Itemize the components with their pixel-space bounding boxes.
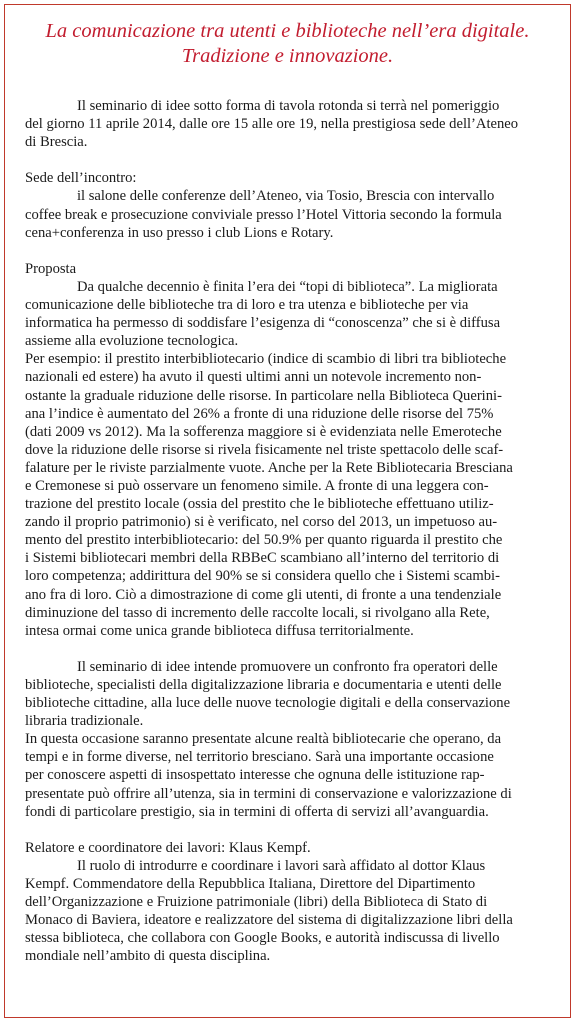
paragraph-gap bbox=[25, 242, 556, 260]
text-line: libraria tradizionale. bbox=[25, 713, 144, 730]
title-line-1: La comunicazione tra utenti e biblioteche nell’era digitale. bbox=[45, 20, 530, 42]
paragraph-gap bbox=[25, 640, 556, 658]
text-line: il salone delle conferenze dell’Ateneo, via Tosio, Brescia con intervallo bbox=[77, 188, 495, 205]
text-line: Proposta bbox=[25, 260, 77, 277]
text-line: informatica ha permesso di soddisfare l’esigenza di “conoscenza” che si è diffusa bbox=[25, 315, 501, 332]
document-title bbox=[15, 19, 560, 69]
text-line: trazione del prestito locale (ossia del prestito che le biblioteche effettuano utiliz- bbox=[25, 496, 494, 513]
text-line: ana l’indice è aumentato del 26% a fronte di una riduzione delle risorse del 75% bbox=[25, 405, 494, 422]
text-line: Da qualche decennio è finita l’era dei “topi di biblioteca”. La migliorata bbox=[77, 278, 498, 295]
paragraph-relatore bbox=[25, 839, 556, 966]
title-line-2: Tradizione e innovazione. bbox=[181, 45, 394, 67]
text-line: diminuzione del tasso di incremento delle raccolte locali, si rivolgano alla Rete, bbox=[25, 604, 490, 621]
text-line: Il ruolo di introdurre e coordinare i lavori sarà affidato al dottor Klaus bbox=[77, 857, 486, 874]
text-line: fondi di particolare prestigio, sia in termini di offerta di servizi all’avanguardia. bbox=[25, 803, 489, 820]
paragraph-proposta bbox=[25, 260, 556, 640]
text-line: ano fra di loro. Ciò a dimostrazione di come gli utenti, di fronte a una tendenziale bbox=[25, 586, 502, 603]
paragraph-seminario bbox=[25, 658, 556, 821]
text-line: assieme alla evoluzione tecnologica. bbox=[25, 333, 239, 350]
text-line: zando il proprio patrimonio) si è verificato, nel corso del 2013, un impetuoso au- bbox=[25, 514, 498, 531]
text-line: comunicazione delle biblioteche tra di loro e tra utenza e biblioteche per via bbox=[25, 297, 469, 314]
text-line: stessa biblioteca, che collabora con Google Books, e autorità indiscussa di livello bbox=[25, 930, 500, 947]
text-line: Monaco di Baviera, ideatore e realizzatore del sistema di digitalizzazione libri della bbox=[25, 912, 513, 929]
text-line: Kempf. Commendatore della Repubblica Italiana, Direttore del Dipartimento bbox=[25, 876, 476, 893]
text-line: loro competenza; addirittura del 90% se si considera quello che i Sistemi scambi- bbox=[25, 568, 500, 585]
paragraph-gap bbox=[25, 151, 556, 169]
text-line: intesa ormai come unica grande biblioteca diffusa territorialmente. bbox=[25, 622, 414, 639]
text-line: presentate può offrire all’utenza, sia in termini di conservazione e valorizzazione di bbox=[25, 785, 512, 802]
text-line: i Sistemi bibliotecari membri della RBBeC scambiano all’interno del territorio di bbox=[25, 550, 500, 567]
text-line: biblioteche, specialisti della digitalizzazione libraria e documentaria e utenti delle bbox=[25, 677, 502, 693]
text-line: Il seminario di idee intende promuovere un confronto fra operatori delle bbox=[77, 658, 498, 675]
paragraph-gap bbox=[25, 821, 556, 839]
text-line: biblioteche cittadine, alla luce delle nuove tecnologie digitali e della conservazione bbox=[25, 695, 511, 712]
text-line: tempi e in forme diverse, nel territorio bresciano. Sarà una importante occasione bbox=[25, 749, 494, 766]
text-line: di Brescia. bbox=[25, 134, 88, 151]
text-line: per conoscere aspetti di insospettato interesse che ognuna delle istituzione rap- bbox=[25, 767, 485, 784]
document-frame bbox=[4, 4, 571, 1018]
text-line: dove la riduzione delle risorse si rivela fisicamente nel triste spettacolo delle scaf- bbox=[25, 441, 504, 458]
text-line: mento del prestito interbibliotecario: del 50.9% per quanto riguarda il prestito che bbox=[25, 532, 503, 549]
paragraph-intro bbox=[25, 97, 556, 151]
text-line: cena+conferenza in uso presso i club Lions e Rotary. bbox=[25, 224, 334, 241]
text-line: e Cremonese si può osservare un fenomeno simile. A fronte di una leggera con- bbox=[25, 477, 489, 494]
paragraph-sede bbox=[25, 169, 556, 241]
text-line: del giorno 11 aprile 2014, dalle ore 15 alle ore 19, nella prestigiosa sede dell’Ateneo bbox=[25, 116, 519, 133]
text-line: Sede dell’incontro: bbox=[25, 170, 137, 187]
text-line: nazionali ed estere) ha avuto il questi ultimi anni un notevole incremento non- bbox=[25, 369, 482, 386]
text-line: Il seminario di idee sotto forma di tavola rotonda si terrà nel pomeriggio bbox=[77, 98, 500, 114]
text-line: falature per le riviste parzialmente vuote. Anche per la Rete Bibliotecaria Bresciana bbox=[25, 459, 513, 476]
text-line: Relatore e coordinatore dei lavori: Klaus Kempf. bbox=[25, 839, 311, 856]
text-line: dell’Organizzazione e Fruizione patrimoniale (libri) della Biblioteca di Stato di bbox=[25, 894, 488, 911]
document-body bbox=[25, 97, 556, 966]
text-line: mondiale nell’ambito di questa disciplina. bbox=[25, 948, 271, 965]
text-line: (dati 2009 vs 2012). Ma la sofferenza maggiore si è evidenziata nelle Emeroteche bbox=[25, 423, 502, 440]
text-line: coffee break e prosecuzione conviviale presso l’Hotel Vittoria secondo la formula bbox=[25, 206, 502, 223]
text-line: Per esempio: il prestito interbibliotecario (indice di scambio di libri tra biblioteche bbox=[25, 351, 507, 368]
text-line: In questa occasione saranno presentate alcune realtà bibliotecarie che operano, da bbox=[25, 731, 502, 748]
text-line: ostante la graduale riduzione delle risorse. In particolare nella Biblioteca Querini- bbox=[25, 387, 502, 404]
